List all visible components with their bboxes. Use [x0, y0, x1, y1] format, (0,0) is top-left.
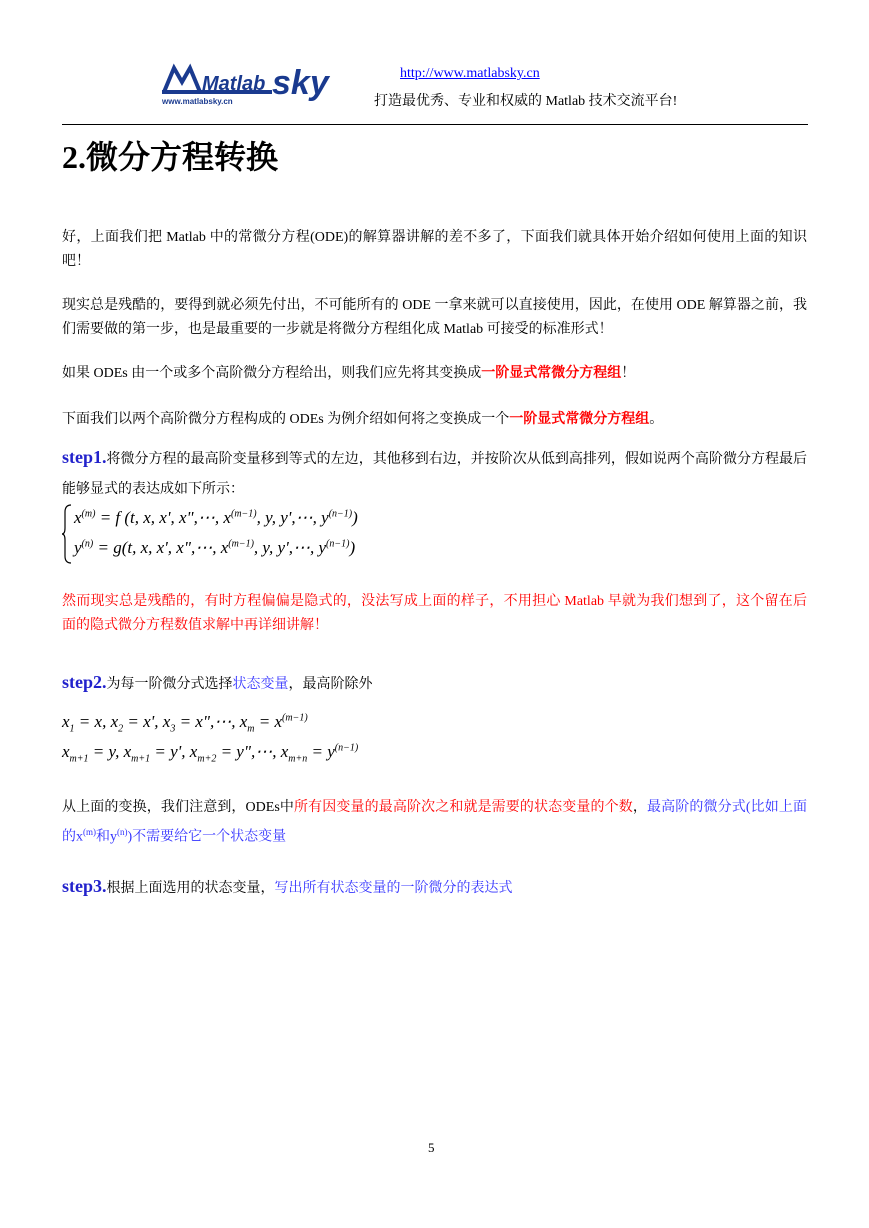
eq-y-order2: (n−1) — [326, 538, 350, 550]
obs-sup2: (n) — [117, 827, 128, 837]
sv1-a: x — [62, 712, 70, 731]
sv2-b: = y, x — [88, 742, 132, 761]
sv1-c-sub: 3 — [170, 723, 176, 735]
logo-main-text: Matlab — [202, 73, 266, 95]
equation-y — [74, 538, 355, 558]
section-title: 2.微分方程转换 — [62, 139, 279, 175]
sv2-c: = y', x — [150, 742, 198, 761]
state-vars-x — [62, 712, 308, 734]
sv2-c-sub: m+2 — [197, 753, 217, 765]
sv1-b: = x, x — [74, 712, 119, 731]
step2-text2: ，最高阶除外 — [288, 677, 373, 692]
eq-x-order2: (n−1) — [328, 508, 353, 520]
obs-t2: 所有因变量的最高阶次之和就是需要的状态变量的个数 — [294, 800, 633, 815]
obs-t1: 从上面的变换，我们注意到，ODEs中 — [62, 800, 295, 815]
logo-url-text: www.matlabsky.cn — [162, 97, 233, 106]
header-divider — [62, 124, 808, 125]
sv2-a: x — [62, 742, 70, 761]
matlabsky-logo — [160, 60, 340, 110]
page-header — [0, 0, 869, 126]
example-highlight: 一阶显式常微分方程组 — [509, 412, 650, 427]
obs-t3: ， — [632, 800, 648, 815]
conversion-text-after: ！ — [621, 366, 636, 381]
step3-text1: 根据上面选用的状态变量， — [106, 881, 275, 896]
eq-y-lhs: y — [74, 538, 82, 557]
conversion-paragraph — [62, 362, 807, 386]
obs-t6: )不需要给它一个状态变量 — [127, 829, 287, 845]
sv2-d-sub: m+n — [288, 753, 308, 765]
logo-sky-text: sky — [272, 64, 329, 102]
reality-paragraph: 现实总是残酷的，要得到就必须先付出，不可能所有的 ODE 一拿来就可以直接使用，因此，在使用 ODE 解算器之前，我们需要做的第一步，也是最重要的一步就是将微分方程组化成 Matlab 可接受的标准形式！ — [62, 298, 807, 337]
eq-x-lhs-order: (m) — [81, 508, 96, 520]
site-slogan: 打造最优秀、专业和权威的 Matlab 技术交流平台! — [374, 94, 678, 109]
step1-label: step1. — [62, 447, 107, 467]
sv2-e: = y — [307, 742, 335, 761]
eq-y-rhs: = g(t, x, x', x",⋯, x — [93, 538, 229, 557]
eq-x-lhs: x — [74, 508, 82, 527]
step2-highlight: 状态变量 — [232, 677, 289, 692]
sv1-c: = x', x — [123, 712, 171, 731]
step3-label: step3. — [62, 876, 107, 896]
step1-text: 将微分方程的最高阶变量移到等式的左边，其他移到右边，并按阶次从低到高排列，假如说两个高阶微分方程最后能够显式的表达成如下所示： — [62, 452, 807, 497]
sv2-a-sub: m+1 — [69, 753, 89, 765]
step3-highlight: 写出所有状态变量的一阶微分的表达式 — [274, 881, 513, 896]
page-number: 5 — [428, 1140, 435, 1155]
conversion-highlight: 一阶显式常微分方程组 — [481, 366, 622, 381]
step3-paragraph — [62, 874, 807, 901]
eq-y-mid: , y, y',⋯, y — [253, 538, 327, 557]
sv1-e-sup: (m−1) — [282, 712, 308, 724]
example-paragraph — [62, 408, 807, 432]
step2-label: step2. — [62, 672, 107, 692]
eq-x-rhs: = f (t, x, x', x",⋯, x — [95, 508, 231, 527]
step2-paragraph — [62, 670, 807, 697]
sv2-e-sup: (n−1) — [334, 742, 359, 754]
sv1-b-sub: 2 — [118, 723, 124, 735]
eq-y-end: ) — [349, 538, 356, 557]
sv1-d: = x",⋯, x — [175, 712, 248, 731]
obs-sup1: (m) — [83, 827, 96, 837]
conversion-text-before: 如果 ODEs 由一个或多个高阶微分方程给出，则我们应先将其变换成 — [62, 366, 482, 381]
obs-t5: 和y — [96, 829, 117, 845]
implicit-note-paragraph: 然而现实总是残酷的，有时方程偏偏是隐式的，没法写成上面的样子，不用担心 Matlab 早就为我们想到了，这个留在后面的隐式微分方程数值求解中再详细讲解！ — [62, 594, 807, 633]
eq-y-lhs-order: (n) — [81, 538, 94, 550]
eq-x-order1: (m−1) — [230, 508, 257, 520]
sv2-b-sub: m+1 — [131, 753, 151, 765]
sv1-e: = x — [254, 712, 283, 731]
equation-x — [74, 508, 358, 528]
step1-paragraph — [62, 442, 807, 505]
site-link[interactable]: http://www.matlabsky.cn — [400, 66, 540, 81]
sv2-d: = y",⋯, x — [216, 742, 289, 761]
eq-y-order1: (m−1) — [228, 538, 254, 550]
observation-paragraph — [62, 796, 807, 850]
eq-x-mid: , y, y',⋯, y — [256, 508, 329, 527]
intro-paragraph: 好，上面我们把 Matlab 中的常微分方程(ODE)的解算器讲解的差不多了，下面我们就具体开始介绍如何使用上面的知识吧！ — [62, 230, 807, 269]
obs-t4: 最高阶的微分式(比如上面的x — [62, 800, 807, 845]
state-vars-y — [62, 742, 358, 764]
step2-text1: 为每一阶微分式选择 — [106, 677, 233, 692]
example-text-before: 下面我们以两个高阶微分方程构成的 ODEs 为例介绍如何将之变换成一个 — [62, 412, 510, 427]
sv1-d-sub: m — [247, 723, 255, 735]
sv1-a-sub: 1 — [69, 723, 75, 735]
equation-brace — [62, 504, 72, 564]
example-text-after: 。 — [649, 412, 664, 427]
eq-x-end: ) — [352, 508, 358, 527]
